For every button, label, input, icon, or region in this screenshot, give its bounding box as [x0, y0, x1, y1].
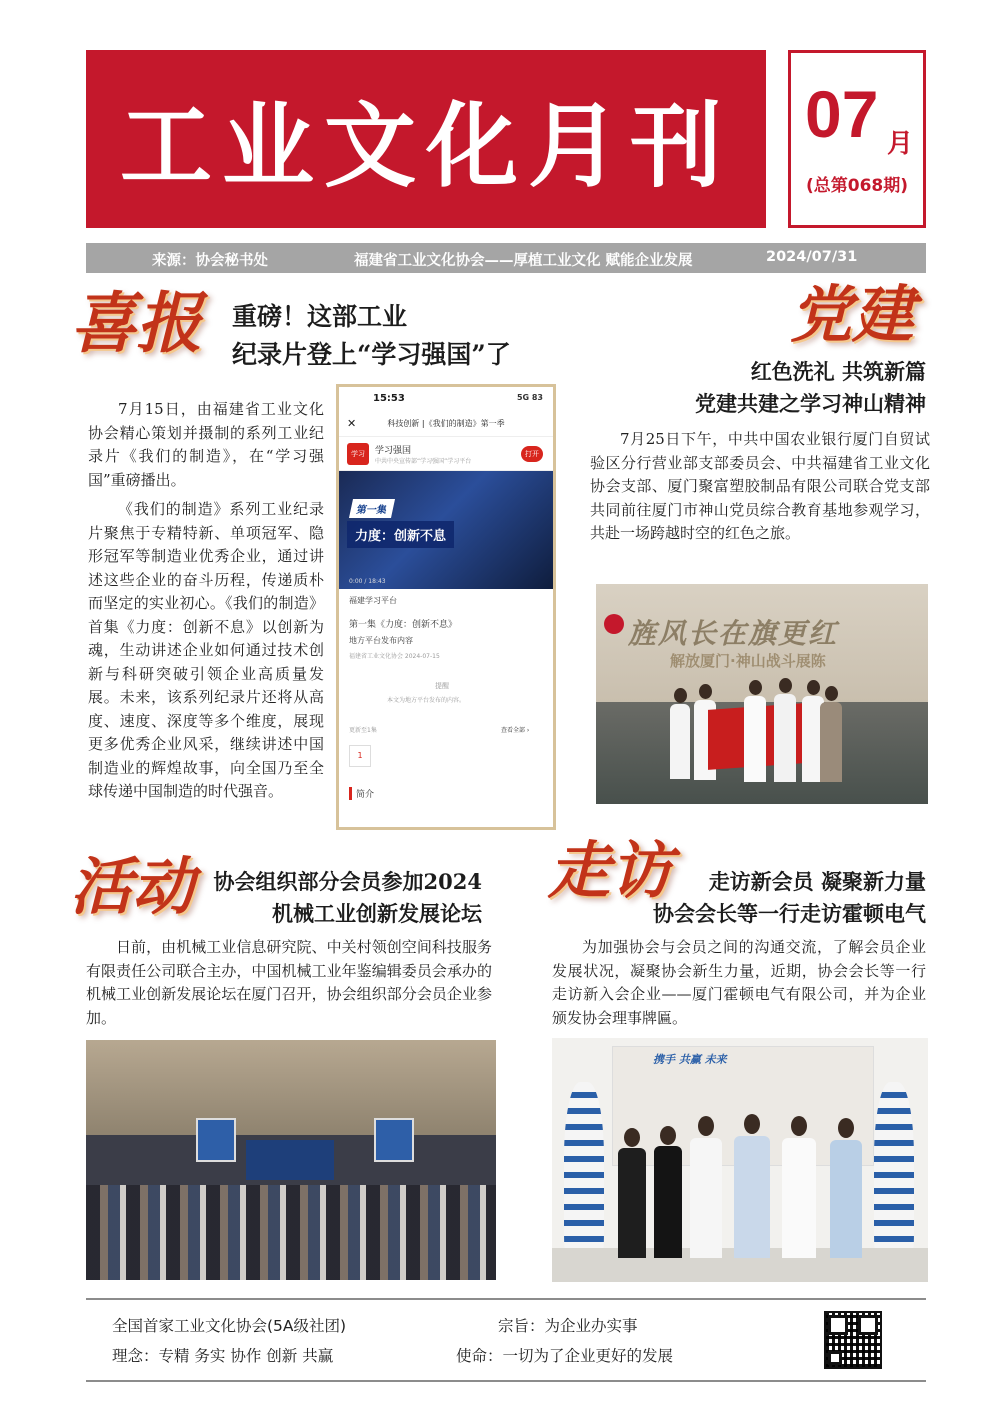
footer-organization: 全国首家工业文化协会(5A级社团) — [112, 1317, 347, 1335]
story2-paragraph: 7月25日下午，中共中国农业银行厦门自贸试验区分行营业部支部委员会、中共福建省工业文化协会支部、厦门聚富塑胶制品有限公司联合党支部共同前往厦门市神山党员综合教育基地参观学习，共赴一场跨越时空的红色之旅。 — [590, 430, 930, 542]
masthead-banner — [86, 50, 766, 228]
person-head — [825, 686, 838, 701]
wall-text: 携手 共赢 未来 — [653, 1053, 727, 1066]
publisher-label: 地方平台发布内容 — [349, 636, 413, 645]
person-figure — [744, 696, 766, 782]
issue-total: (总第068期) — [805, 176, 909, 196]
story3-headline-line1: 协会组织部分会员参加2024 — [213, 869, 482, 894]
video-title: 力度：创新不息 — [347, 521, 454, 548]
side-screen — [374, 1118, 414, 1162]
xuexi-logo-icon: 学习 — [347, 443, 369, 465]
account-row — [339, 437, 553, 471]
article-meta: 福建省工业文化协会 2024-07-15 — [349, 653, 440, 660]
qr-code-icon[interactable] — [824, 1311, 882, 1369]
qr-finder — [828, 1351, 842, 1365]
publish-date: 2024/07/31 — [766, 249, 858, 265]
person-head — [660, 1126, 676, 1145]
phone-nav-bar — [339, 411, 553, 437]
phone-article-body — [339, 589, 553, 830]
person-head — [779, 678, 792, 693]
footer-bottom-rule — [86, 1380, 926, 1382]
story3-headline-line2: 机械工业创新发展论坛 — [272, 901, 482, 926]
footer-mission: 使命：一切为了企业更好的发展 — [456, 1347, 674, 1365]
person-head — [674, 688, 687, 703]
issue-unit: 月 — [887, 129, 914, 159]
platform-name: 福建学习平台 — [349, 596, 397, 605]
story4-headline-line1: 走访新会员 凝聚新力量 — [708, 869, 926, 894]
video-player — [339, 471, 553, 589]
audience — [86, 1185, 496, 1280]
person-figure — [670, 704, 690, 779]
story1-body — [88, 398, 324, 810]
person-figure — [654, 1146, 682, 1258]
source-label: 来源：协会秘书处 — [152, 253, 268, 269]
issue-box — [788, 50, 926, 228]
phone-screenshot — [336, 384, 556, 830]
phone-nav-title: 科技创新 |《我们的制造》第一季 — [387, 419, 505, 428]
photo-wall-slogan: 旌风长在旗更红 — [628, 617, 839, 650]
person-head — [624, 1128, 640, 1147]
stage-backdrop — [246, 1140, 334, 1180]
person-head — [699, 684, 712, 699]
publication-title: 工业文化月刊 — [119, 93, 732, 200]
phone-time: 15:53 — [373, 393, 405, 404]
section-tag-party-building: 党建 — [790, 278, 915, 351]
side-screen — [196, 1118, 236, 1162]
vase-left — [564, 1082, 604, 1272]
company-visit-photo — [552, 1038, 928, 1282]
footer-philosophy: 理念：专精 务实 协作 创新 共赢 — [112, 1347, 334, 1365]
person-head — [744, 1114, 760, 1134]
forum-photo — [86, 1040, 496, 1280]
story4-headline-line2: 协会会长等一行走访霍顿电气 — [653, 901, 926, 926]
section-tag-visit: 走访 — [548, 834, 673, 907]
story4-body — [552, 936, 926, 1036]
footer-top-rule — [86, 1298, 926, 1300]
story1-headline-line2: 纪录片登上“学习强国”了 — [232, 340, 511, 369]
signal-indicator: 5G 83 — [516, 393, 543, 402]
story1-paragraph: 7月15日，由福建省工业文化协会精心策划并摄制的系列工业纪录片《我们的制造》，在“学习强国”重磅播出。 — [88, 400, 324, 489]
close-icon: ✕ — [347, 417, 357, 430]
info-bar — [86, 243, 926, 273]
person-figure — [782, 1138, 816, 1258]
person-figure — [820, 702, 842, 782]
story2-headline-line1: 红色洗礼 共筑新篇 — [750, 359, 926, 384]
intro-label: 简介 — [349, 787, 374, 800]
story3-paragraph: 日前，由机械工业信息研究院、中关村领创空间科技服务有限责任公司联合主办，中国机械工业年鉴编辑委员会承办的机械工业创新发展论坛在厦门召开，协会组织部分会员企业参加。 — [86, 938, 492, 1027]
updates-label: 更新至1集 — [349, 727, 377, 734]
association-slogan: 福建省工业文化协会——厚植工业文化 赋能企业发展 — [354, 253, 693, 269]
person-head — [698, 1116, 714, 1136]
phone-status-bar — [339, 387, 553, 411]
story4-paragraph: 为加强协会与会员之间的沟通交流，了解会员企业发展状况，凝聚协会新生力量，近期，协会会长等一行走访新入会企业——厦门霍顿电气有限公司，并为企业颁发协会理事牌匾。 — [552, 938, 926, 1027]
person-head — [791, 1116, 807, 1136]
open-app-button: 打开 — [521, 446, 543, 462]
person-figure — [830, 1140, 862, 1258]
notice-text: 本文为地方平台发布的内容。 — [387, 697, 466, 704]
story1-paragraph: 《我们的制造》系列工业纪录片聚焦于专精特新、单项冠军、隐形冠军等制造业优秀企业，通过讲述这些企业的奋斗历程，传递质朴而坚定的实业初心。《我们的制造》首集《力度：创新不息》以创新为魂，生动讲述企业如何通过技术创新与科研突破引领企业高质量发展。未来，该系列纪录片还将从高度、速度、深度等多个维度，展现更多优秀企业风采，继续讲述中国制造业的辉煌故事，向全国乃至全球传递中国制造的时代强音。 — [88, 500, 324, 800]
party-visit-photo — [596, 584, 928, 804]
party-emblem-icon — [604, 614, 624, 634]
person-head — [749, 680, 762, 695]
person-head — [838, 1118, 854, 1138]
hall-ceiling — [86, 1040, 496, 1135]
person-figure — [734, 1136, 770, 1258]
account-name: 学习强国 — [375, 446, 412, 456]
person-figure — [690, 1138, 722, 1258]
story3-body — [86, 936, 492, 1036]
person-head — [807, 680, 820, 695]
section-tag-event: 活动 — [70, 850, 195, 923]
story1-headline-line1: 重磅！这部工业 — [232, 302, 408, 331]
notice-title: 提醒 — [435, 682, 449, 690]
account-subtitle: 中共中央宣传部“学习强国”学习平台 — [375, 458, 472, 465]
footer-purpose: 宗旨：为企业办实事 — [498, 1317, 638, 1335]
story2-body — [590, 428, 930, 552]
issue-number: 07 — [805, 77, 879, 151]
video-episode-badge: 第一集 — [349, 499, 395, 518]
story2-headline-line2: 党建共建之学习神山精神 — [695, 391, 926, 416]
person-figure — [774, 694, 796, 782]
person-figure — [618, 1148, 646, 1258]
video-time: 0:00 / 18:43 — [349, 578, 386, 585]
photo-wall-subtitle: 解放厦门·神山战斗展陈 — [670, 652, 826, 670]
section-tag-good-news: 喜报 — [70, 284, 202, 362]
view-all-link: 查看全部 › — [501, 727, 530, 734]
vase-right — [874, 1082, 914, 1272]
episode-number-chip: 1 — [349, 745, 371, 767]
episode-title: 第一集《力度：创新不息》 — [349, 620, 458, 630]
